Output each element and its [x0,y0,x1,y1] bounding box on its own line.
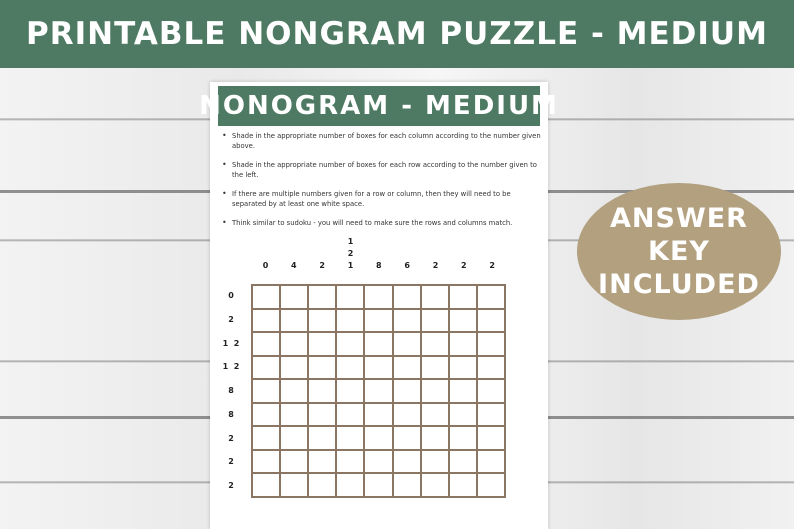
grid-cell [393,309,421,333]
row-clue: 0 [228,291,234,300]
grid-cell [449,356,477,380]
grid-cell [477,473,505,497]
grid-cell [252,356,280,380]
instruction-item: • Shade in the appropriate number of boxes for each column according to the number given above. [216,131,542,151]
grid-cell [477,403,505,427]
instruction-item: • Shade in the appropriate number of boxes for each row according to the number given to the left. [216,160,542,180]
grid-cell [280,285,308,309]
badge-line: ANSWER [610,203,748,234]
grid-cell [280,403,308,427]
grid-cell [252,332,280,356]
row-clue: 1 2 [222,338,240,348]
grid-cell [308,473,336,497]
column-clue: 4 [291,261,297,270]
grid-cell [393,403,421,427]
grid-cell [421,426,449,450]
grid-cell [336,309,364,333]
grid-cell [280,356,308,380]
grid-cell [477,332,505,356]
grid-cell [252,309,280,333]
badge-line: INCLUDED [598,269,760,300]
grid-cell [477,356,505,380]
sheet-title: NONOGRAM - MEDIUM [199,91,559,121]
grid-cell [364,285,392,309]
nonogram-grid [251,284,506,498]
grid-cell [280,379,308,403]
grid-cell [421,473,449,497]
grid-cell [308,309,336,333]
column-clue: 1 2 1 [347,237,354,270]
column-clue: 0 [262,261,269,270]
grid-cell [252,379,280,403]
grid-cell [336,426,364,450]
grid-cell [308,450,336,474]
grid-cell [364,450,392,474]
row-clue: 2 [228,433,234,443]
grid-cell [336,403,364,427]
grid-cell [308,403,336,427]
grid-cell [449,285,477,309]
grid-cell [393,473,421,497]
grid-cell [364,426,392,450]
grid-cell [393,450,421,474]
grid-cell [308,426,336,450]
badge-line: KEY [648,236,710,267]
grid-cell [421,450,449,474]
column-clue: 2 [489,261,495,270]
instruction-item: • Think similar to sudoku - you will need to make sure the rows and columns match. [216,218,542,228]
grid-cell [393,426,421,450]
grid-cell [393,332,421,356]
grid-cell [252,403,280,427]
grid-cell [364,403,392,427]
row-clue: 8 [228,409,234,419]
grid-cell [336,379,364,403]
grid-cell [364,332,392,356]
grid-cell [421,379,449,403]
grid-cell [449,379,477,403]
column-clue: 8 [376,261,382,270]
grid-cell [477,285,505,309]
grid-cell [364,356,392,380]
answer-key-badge [577,183,781,320]
grid-cell [477,426,505,450]
grid-cell [336,450,364,474]
grid-cell [449,450,477,474]
grid-cell [393,356,421,380]
grid-cell [308,356,336,380]
sheet-header [199,86,559,126]
grid-cell [449,309,477,333]
grid-cell [336,332,364,356]
grid-cell [336,285,364,309]
grid-cell [308,332,336,356]
grid-cell [449,426,477,450]
grid-cell [308,379,336,403]
grid-cell [308,285,336,309]
column-clue: 6 [404,261,410,270]
grid-cell [477,379,505,403]
grid-cell [280,332,308,356]
grid-cell [449,332,477,356]
instructions-list [216,131,542,237]
grid-cell [421,309,449,333]
grid-cell [477,309,505,333]
grid-cell [280,309,308,333]
grid-cell [280,450,308,474]
grid-cell [421,403,449,427]
grid-cell [336,356,364,380]
grid-cell [280,426,308,450]
grid-cell [364,379,392,403]
column-clue: 2 [319,261,325,270]
grid-cell [449,473,477,497]
row-clue: 2 [228,314,234,324]
grid-cell [421,285,449,309]
row-clue: 2 [228,481,234,491]
grid-cell [393,379,421,403]
grid-cell [421,332,449,356]
grid-cell [252,426,280,450]
grid-cell [252,285,280,309]
row-clue: 8 [228,386,234,396]
grid-cell [393,285,421,309]
grid-cell [364,473,392,497]
grid-cell [336,473,364,497]
grid-cell [421,356,449,380]
grid-cell [364,309,392,333]
top-banner [0,0,794,68]
grid-cell [280,473,308,497]
row-clue: 1 2 [222,362,240,372]
grid-cell [477,450,505,474]
banner-title: PRINTABLE NONGRAM PUZZLE - MEDIUM [26,16,768,52]
column-clue: 2 [461,261,467,270]
grid-cell [449,403,477,427]
puzzle-sheet [199,82,559,529]
grid-cell [252,473,280,497]
row-clue: 2 [228,457,234,467]
column-clue: 2 [432,261,439,270]
grid-cell [252,450,280,474]
instruction-item: • If there are multiple numbers given for a row or column, then they will need to be separated by at least one white space. [216,189,542,209]
